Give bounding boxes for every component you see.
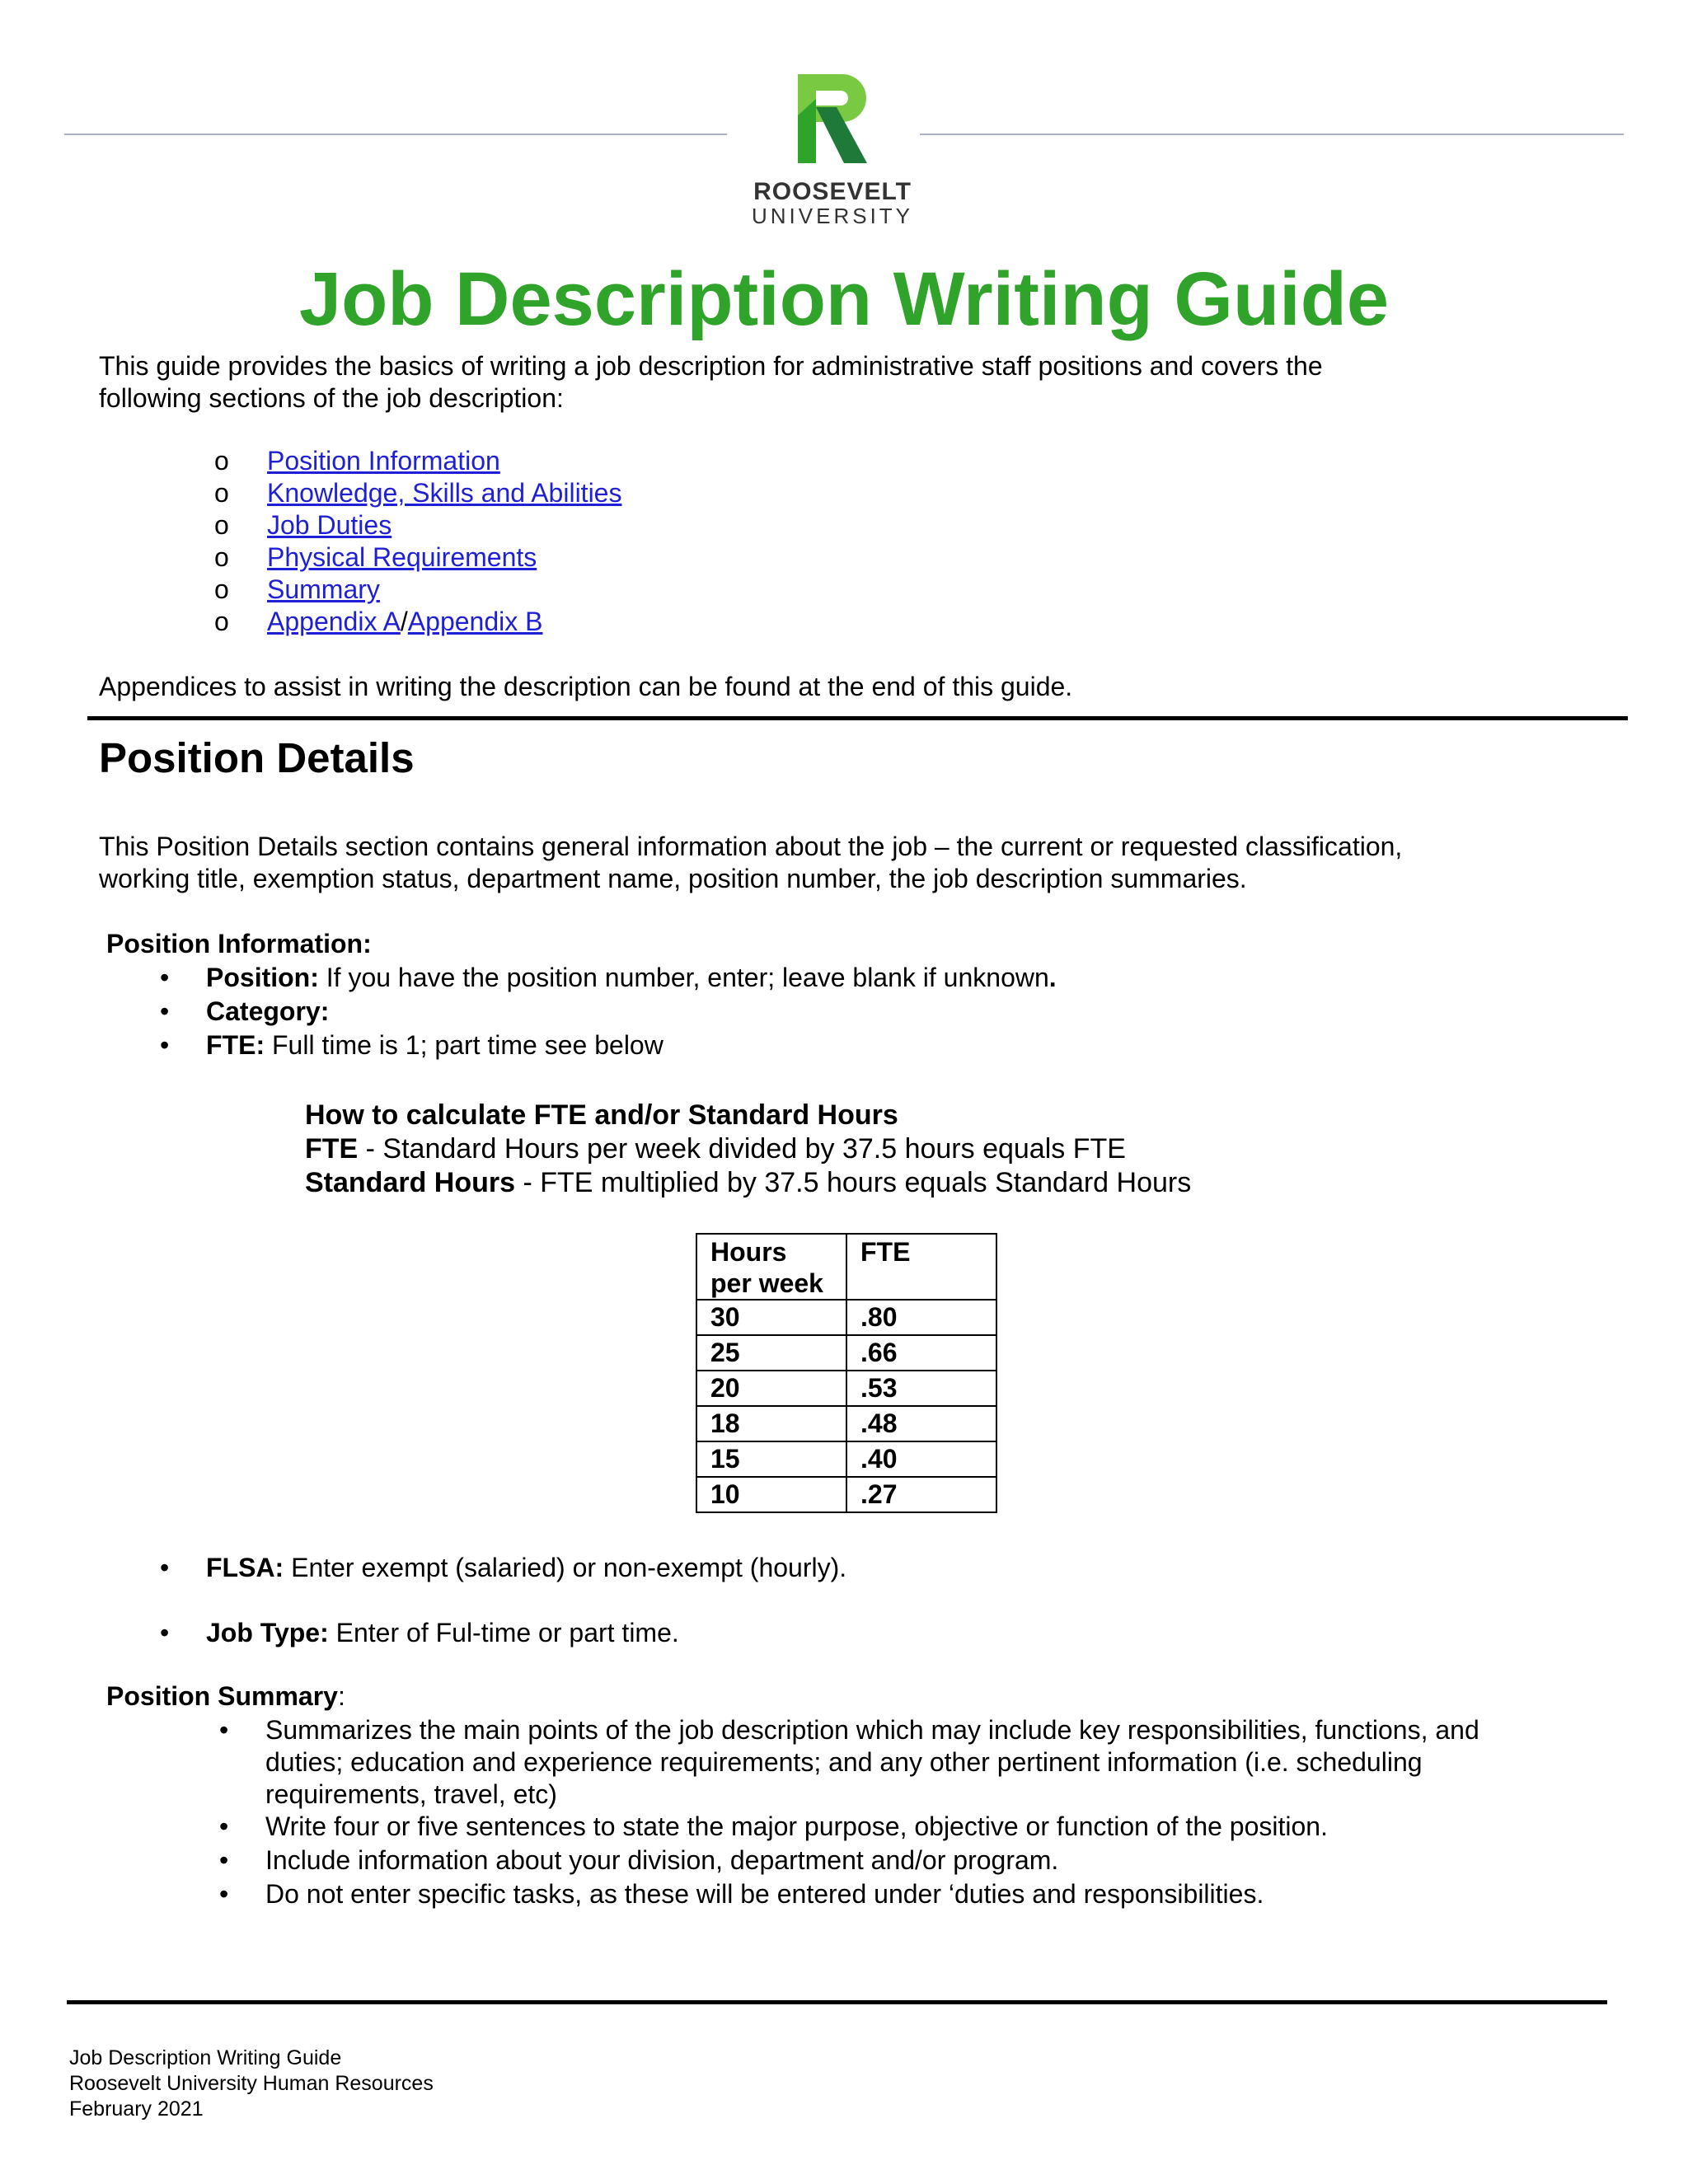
position-summary-colon: : [337,1681,345,1711]
table-header-row [696,1234,996,1300]
toc-bullet: o [214,446,229,476]
logo-r-icon [791,74,874,165]
item-text: Full time is 1; part time see below [265,1030,663,1060]
table-cell: .48 [846,1406,996,1441]
footer-divider [67,2000,1607,2004]
fte-calc-label-2: Standard Hours [305,1167,516,1198]
page-title: Job Description Writing Guide [298,257,1390,341]
list-item-text [206,1029,663,1062]
table-row [696,1371,996,1406]
pd-intro-line-1: This Position Details section contains general information about the job – the current or requested classification, [99,832,1403,861]
item-label: Position: [206,963,319,992]
table-cell: .66 [846,1335,996,1371]
toc-bullet: o [214,478,229,508]
intro-paragraph [99,350,1418,415]
page-footer [69,2046,434,2122]
item-label: FTE: [206,1030,265,1060]
item-label: Category: [206,996,330,1026]
toc-link-summary[interactable]: Summary [267,574,380,604]
toc-link-position-information[interactable]: Position Information [267,446,500,476]
bullet-dot: • [160,1030,170,1060]
table-cell: 15 [696,1441,846,1477]
bullet-dot: • [160,996,170,1026]
bullet-dot: • [219,1811,229,1841]
toc-link-appendix-b[interactable]: Appendix B [407,607,543,636]
logo-line1: ROOSEVELT [753,178,912,205]
bullet-dot: • [219,1879,229,1909]
summary-item1-line3: requirements, travel, etc) [265,1779,557,1809]
list-item-text [206,1551,846,1585]
summary-item1-line2: duties; education and experience requirements; and any other pertinent information (i.e. scheduling [265,1747,1423,1777]
fte-calc-line-2 [305,1166,1191,1200]
table-cell: 18 [696,1406,846,1441]
bullet-dot: • [219,1715,229,1745]
item-text: Enter exempt (salaried) or non-exempt (hourly). [284,1553,847,1582]
table-row [696,1406,996,1441]
table-row [696,1335,996,1371]
list-item-text: Write four or five sentences to state the major purpose, objective or function of the position. [265,1811,1328,1841]
fte-calc-text-2: - FTE multiplied by 37.5 hours equals Standard Hours [515,1167,1192,1198]
table-cell: .40 [846,1441,996,1477]
item-text: If you have the position number, enter; leave blank if unknown [318,963,1049,992]
table-cell: .53 [846,1371,996,1406]
item-trail: . [1048,963,1057,992]
section-heading-position-details: Position Details [99,734,415,781]
list-item-text: Include information about your division, department and/or program. [265,1845,1059,1875]
university-logo [734,74,931,227]
table-header-hours: Hours per week [696,1234,846,1300]
table-cell: 25 [696,1335,846,1371]
footer-line-1: Job Description Writing Guide [69,2046,342,2069]
list-item-text [206,995,329,1029]
section-divider [87,716,1628,720]
fte-table [696,1233,997,1513]
bullet-dot: • [160,1618,170,1647]
footer-line-2: Roosevelt University Human Resources [69,2072,434,2095]
position-information-heading: Position Information: [106,929,372,958]
list-item-text: Do not enter specific tasks, as these will be entered under ‘duties and responsibilities. [265,1879,1264,1909]
table-cell: .80 [846,1300,996,1335]
logo-line2: UNIVERSITY [751,204,914,228]
bullet-dot: • [160,1553,170,1582]
bullet-dot: • [219,1845,229,1875]
table-row [696,1300,996,1335]
table-row [696,1477,996,1512]
table-cell: 10 [696,1477,846,1512]
table-cell: .27 [846,1477,996,1512]
table-header-fte: FTE [846,1234,996,1300]
toc-separator: / [400,607,408,636]
position-summary-heading [106,1680,345,1713]
header-rule-right [920,134,1624,135]
table-cell: 30 [696,1300,846,1335]
fte-calc-heading-text: How to calculate FTE and/or Standard Hours [305,1099,898,1131]
footer-line-3: February 2021 [69,2097,204,2121]
fte-calculation-block [305,1099,1191,1200]
pd-intro-line-2: working title, exemption status, department name, position number, the job description summaries. [99,864,1247,893]
intro-line-2: following sections of the job description: [99,383,564,413]
toc-bullet: o [214,607,229,636]
list-item-text [206,1616,679,1650]
fte-calc-line-1 [305,1132,1191,1166]
toc-bullet: o [214,542,229,572]
toc-appendix-links [267,606,542,638]
toc-link-physical-requirements[interactable]: Physical Requirements [267,542,537,572]
position-summary-heading-text: Position Summary [106,1681,338,1711]
toc-link-appendix-a[interactable]: Appendix A [267,607,401,636]
list-item-text [265,1714,1479,1811]
table-cell: 20 [696,1371,846,1406]
table-row [696,1441,996,1477]
toc-bullet: o [214,510,229,540]
appendices-note: Appendices to assist in writing the description can be found at the end of this guide. [99,672,1073,701]
fte-calc-heading [305,1099,1191,1132]
intro-line-1: This guide provides the basics of writing a job description for administrative staff positions and covers the [99,351,1323,381]
header-rule-left [64,134,727,135]
toc-bullet: o [214,574,229,604]
item-label: FLSA: [206,1553,284,1582]
item-label: Job Type: [206,1618,329,1647]
list-item-text [206,961,1057,995]
bullet-dot: • [160,963,170,992]
item-text: Enter of Ful-time or part time. [328,1618,679,1647]
toc-link-job-duties[interactable]: Job Duties [267,510,392,540]
summary-item1-line1: Summarizes the main points of the job description which may include key responsibilities, functions, and [265,1715,1479,1745]
fte-calc-label-1: FTE [305,1133,359,1165]
position-details-intro [99,831,1500,895]
toc-link-ksa[interactable]: Knowledge, Skills and Abilities [267,478,622,508]
fte-calc-text-1: - Standard Hours per week divided by 37.5 hours equals FTE [358,1133,1126,1165]
